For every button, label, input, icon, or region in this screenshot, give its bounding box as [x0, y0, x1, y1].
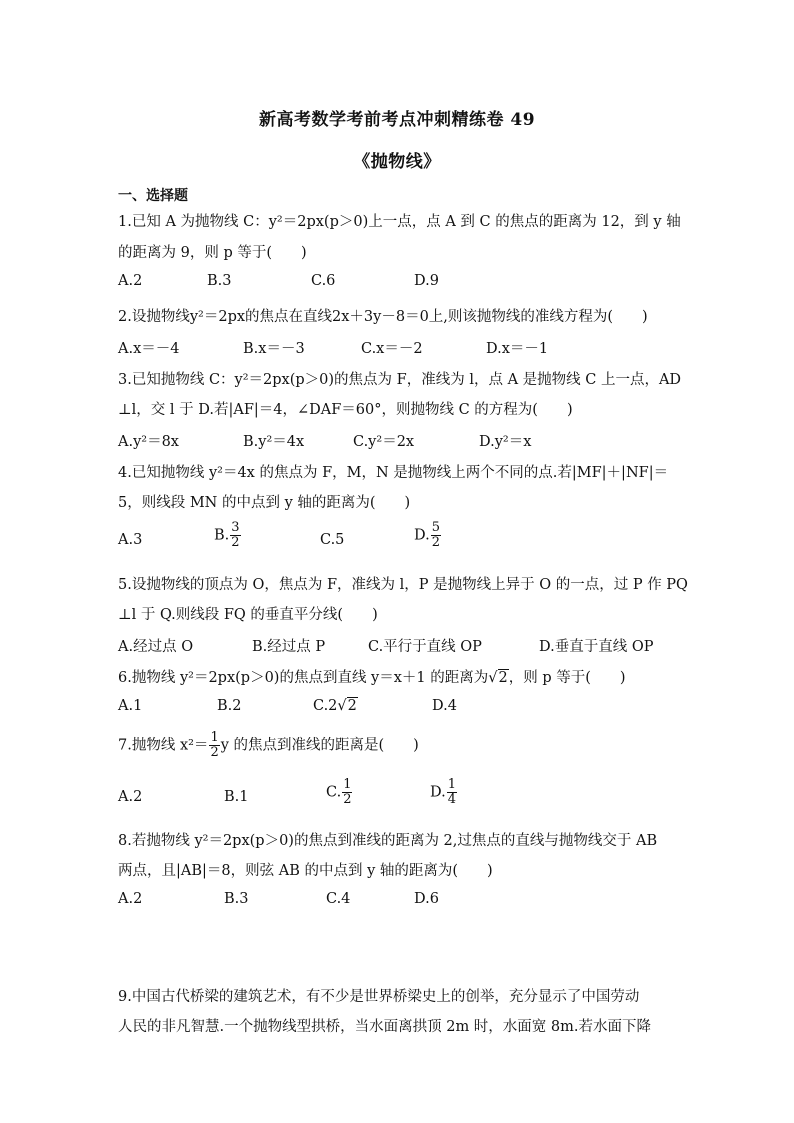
question-9-line-2: 人民的非凡智慧.一个抛物线型拱桥，当水面离拱顶 2m 时，水面宽 8m.若水面下降 [118, 1019, 651, 1035]
fraction [209, 731, 219, 760]
question-7-text-start: 7.抛物线 x²＝ [118, 737, 209, 754]
option-b-label: B. [214, 527, 230, 544]
question-5-option-a: A.经过点 O [118, 639, 194, 655]
fraction [447, 778, 457, 807]
fraction [230, 521, 240, 550]
question-4-option-b [214, 521, 242, 550]
question-2-option-c: C.x＝－2 [361, 341, 423, 357]
question-1-line-2: 的距离为 9，则 p 等于( ) [118, 245, 307, 261]
question-4-line-1: 4.已知抛物线 y²＝4x 的焦点为 F，M，N 是抛物线上两个不同的点.若|MF|＋|NF|＝ [118, 465, 669, 481]
denominator: 2 [210, 745, 219, 760]
question-7-option-a: A.2 [118, 789, 143, 805]
denominator: 2 [231, 535, 240, 550]
numerator: 3 [231, 520, 240, 535]
question-1-option-d: D.9 [414, 273, 439, 289]
question-6-option-b: B.2 [217, 698, 242, 714]
question-4-option-d [414, 521, 442, 550]
question-8-option-b: B.3 [224, 891, 249, 907]
question-1-option-a: A.2 [118, 273, 143, 289]
question-5-option-d: D.垂直于直线 OP [539, 639, 654, 655]
question-5-option-c: C.平行于直线 OP [368, 639, 482, 655]
question-7-text-end: y 的焦点到准线的距离是( ) [220, 737, 419, 754]
question-7-line-1 [118, 731, 419, 760]
question-8-option-d: D.6 [414, 891, 439, 907]
question-5-line-1: 5.设抛物线的顶点为 O，焦点为 F，准线为 l，P 是抛物线上异于 O 的一点，过 P 作 PQ [118, 577, 688, 593]
question-3-option-c: C.y²＝2x [353, 434, 415, 450]
radicand: 2 [498, 670, 508, 686]
radicand: 2 [347, 698, 357, 714]
denominator: 4 [447, 792, 456, 807]
numerator: 1 [210, 730, 219, 745]
sqrt: √2 [337, 698, 357, 714]
question-3-option-d: D.y²＝x [479, 434, 532, 450]
question-7-option-d [430, 778, 458, 807]
question-2-line-1: 2.设抛物线y²＝2px的焦点在直线2x＋3y－8＝0上,则该抛物线的准线方程为( ) [118, 309, 648, 325]
section-heading: 一、选择题 [118, 188, 188, 204]
question-3-line-1: 3.已知抛物线 C：y²＝2px(p＞0)的焦点为 F，准线为 l，点 A 是抛物线 C 上一点，AD [118, 372, 682, 388]
question-3-option-b: B.y²＝4x [243, 434, 305, 450]
question-8-option-c: C.4 [326, 891, 351, 907]
question-7-option-b: B.1 [224, 789, 249, 805]
page-title: 新高考数学考前考点冲刺精练卷 49 [258, 110, 536, 130]
question-8-option-a: A.2 [118, 891, 143, 907]
question-6-option-c [313, 698, 358, 714]
fraction [342, 778, 352, 807]
question-3-option-a: A.y²＝8x [118, 434, 179, 450]
denominator: 2 [431, 535, 440, 550]
question-8-line-1: 8.若抛物线 y²＝2px(p＞0)的焦点到准线的距离为 2,过焦点的直线与抛物线交于 AB [118, 833, 658, 849]
question-5-option-b: B.经过点 P [252, 639, 326, 655]
question-1-option-c: C.6 [311, 273, 336, 289]
question-6-option-d: D.4 [432, 698, 457, 714]
question-5-line-2: ⊥l 于 Q.则线段 FQ 的垂直平分线( ) [118, 607, 378, 623]
question-1-option-b: B.3 [207, 273, 232, 289]
question-1-line-1: 1.已知 A 为抛物线 C：y²＝2px(p＞0)上一点，点 A 到 C 的焦点的距离为 12，到 y 轴 [118, 214, 681, 230]
option-d-label: D. [430, 784, 446, 801]
question-8-line-2: 两点，且|AB|＝8，则弦 AB 的中点到 y 轴的距离为( ) [118, 863, 493, 879]
question-4-option-c: C.5 [320, 532, 345, 548]
question-2-option-d: D.x＝－1 [486, 341, 549, 357]
question-3-line-2: ⊥l，交 l 于 D.若|AF|＝4，∠DAF＝60°，则抛物线 C 的方程为( ) [118, 402, 573, 418]
question-7-option-c [326, 778, 353, 807]
sqrt: √2 [488, 670, 508, 686]
page-subtitle: 《抛物线》 [353, 152, 441, 172]
question-4-line-2: 5，则线段 MN 的中点到 y 轴的距离为( ) [118, 495, 411, 511]
fraction [431, 521, 441, 550]
question-2-option-b: B.x＝－3 [243, 341, 305, 357]
question-6-text-end: ，则 p 等于( ) [508, 670, 626, 686]
question-4-option-a: A.3 [118, 532, 143, 548]
question-2-option-a: A.x＝－4 [118, 341, 180, 357]
option-c-label: C. [326, 784, 342, 801]
question-6-line-1 [118, 666, 626, 687]
numerator: 5 [431, 520, 440, 535]
question-6-text-start: 6.抛物线 y²＝2px(p＞0)的焦点到直线 y＝x＋1 的距离为 [118, 670, 489, 686]
question-6-option-a: A.1 [118, 698, 143, 714]
numerator: 1 [447, 777, 456, 792]
option-d-label: D. [414, 527, 430, 544]
option-c-label: C.2 [313, 698, 338, 714]
denominator: 2 [343, 792, 352, 807]
numerator: 1 [343, 777, 352, 792]
question-9-line-1: 9.中国古代桥梁的建筑艺术，有不少是世界桥梁史上的创举，充分显示了中国劳动 [118, 989, 640, 1005]
